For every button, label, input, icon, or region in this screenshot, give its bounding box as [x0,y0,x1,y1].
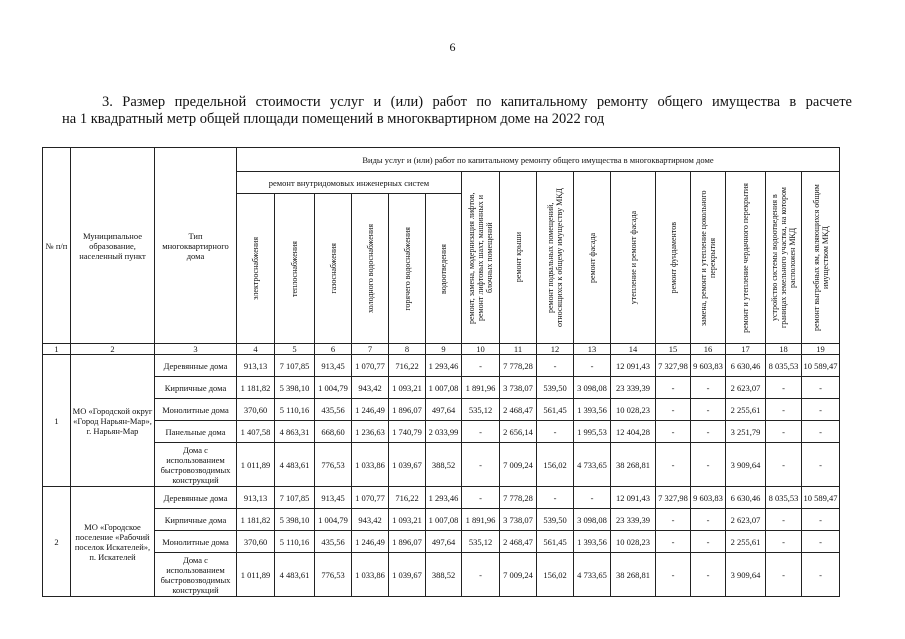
row-value: 913,45 [315,355,352,377]
row-value: - [462,355,500,377]
table-row [43,355,840,377]
col-number: 10 [462,344,500,355]
row-value: - [766,377,802,399]
table-row [43,553,840,597]
row-value: 23 339,39 [611,509,656,531]
row-value: 943,42 [352,377,389,399]
heading-line-1: 3. Размер предельной стоимости услуг и (или) работ по капитальному ремонту общего имущества в расчете [102,94,852,110]
row-value: 943,42 [352,509,389,531]
header-services: Виды услуг и (или) работ по капитальному ремонту общего имущества в многоквартирном доме [237,148,840,172]
row-value: 776,53 [315,553,352,597]
row-value: 388,52 [426,443,462,487]
row-house-type: Деревянные дома [155,487,237,509]
row-house-type: Монолитные дома [155,399,237,421]
row-value: 2 623,07 [726,377,766,399]
row-value: 6 630,46 [726,355,766,377]
row-value: - [691,509,726,531]
row-value: 5 398,10 [275,509,315,531]
row-value: 8 035,53 [766,487,802,509]
row-value: 913,13 [237,355,275,377]
row-value: 12 091,43 [611,487,656,509]
row-value: - [537,421,574,443]
header-col-label: газоснабжения [328,243,338,294]
col-number: 8 [389,344,426,355]
row-value: 3 098,08 [574,509,611,531]
header-col-label: ремонт выгребных ям, являющихся общим имуществом МКД [811,184,830,331]
col-number: 5 [275,344,315,355]
row-value: - [462,443,500,487]
col-number: 15 [656,344,691,355]
row-value: 1 236,63 [352,421,389,443]
row-value: 1 740,79 [389,421,426,443]
row-value: 38 268,81 [611,553,656,597]
row-value: 2 255,61 [726,399,766,421]
row-value: 497,64 [426,399,462,421]
row-value: 7 009,24 [500,443,537,487]
row-value: - [656,377,691,399]
header-col-label: холодного водоснабжения [365,223,375,313]
header-col-4 [237,194,275,344]
row-value: - [802,553,840,597]
col-number: 9 [426,344,462,355]
header-col-label: ремонт фундаментов [668,221,678,294]
row-value: 7 009,24 [500,553,537,597]
row-value: - [766,531,802,553]
row-value: 7 778,28 [500,355,537,377]
row-value: 913,45 [315,487,352,509]
row-value: 1 007,08 [426,377,462,399]
row-value: 10 028,23 [611,531,656,553]
row-value: 156,02 [537,553,574,597]
header-col-18 [766,172,802,344]
header-col-17 [726,172,766,344]
row-value: 1 393,56 [574,531,611,553]
row-value: - [574,487,611,509]
header-col-label: устройство системы водоотведения в границах земельного участка, на котором расположен МКД [770,187,797,328]
row-value: - [462,487,500,509]
row-value: 7 107,85 [275,487,315,509]
row-value: 1 891,96 [462,377,500,399]
row-value: - [462,421,500,443]
row-value: 2 468,47 [500,531,537,553]
section-heading [62,94,852,128]
row-value: 1 093,21 [389,377,426,399]
row-value: 2 468,47 [500,399,537,421]
row-value: - [656,531,691,553]
row-value: - [691,553,726,597]
row-value: - [691,377,726,399]
row-value: 4 863,31 [275,421,315,443]
row-house-type: Деревянные дома [155,355,237,377]
row-value: 4 733,65 [574,553,611,597]
row-value: 535,12 [462,531,500,553]
row-value: 1 995,53 [574,421,611,443]
row-value: 561,45 [537,531,574,553]
row-value: 38 268,81 [611,443,656,487]
row-value: 388,52 [426,553,462,597]
row-value: 1 033,86 [352,553,389,597]
row-value: 4 733,65 [574,443,611,487]
row-value: - [537,355,574,377]
header-house-type: Тип многоквартирного дома [155,148,237,344]
row-value: 23 339,39 [611,377,656,399]
row-value: - [766,399,802,421]
row-value: 1 407,58 [237,421,275,443]
header-col-label: водоотведения [439,243,448,294]
row-value: - [802,443,840,487]
row-value: 1 070,77 [352,487,389,509]
row-value: - [766,553,802,597]
row-value: 1 039,67 [389,443,426,487]
row-value: 3 909,64 [726,553,766,597]
header-col-label: теплоснабжения [290,240,299,297]
row-value: - [537,487,574,509]
row-value: 1 246,49 [352,531,389,553]
row-value: 1 004,79 [315,377,352,399]
table-row [43,509,840,531]
row-value: 1 033,86 [352,443,389,487]
heading-line-2: на 1 квадратный метр общей площади помещений в многоквартирном доме на 2022 год [62,111,605,127]
col-number: 11 [500,344,537,355]
row-value: 10 589,47 [802,355,840,377]
col-number: 1 [43,344,71,355]
row-value: 1 007,08 [426,509,462,531]
row-value: 913,13 [237,487,275,509]
row-value: 435,56 [315,531,352,553]
row-value: - [656,553,691,597]
row-value: 4 483,61 [275,443,315,487]
row-value: 12 404,28 [611,421,656,443]
row-value: 1 293,46 [426,487,462,509]
row-value: 1 039,67 [389,553,426,597]
header-col-label: ремонт и утепление чердачного перекрытия [741,182,750,333]
row-house-type: Кирпичные дома [155,509,237,531]
header-col-15 [656,172,691,344]
row-value: 716,22 [389,355,426,377]
header-col-label: электроснабжения [251,237,260,300]
row-value: - [656,509,691,531]
header-municipality: Муниципальное образование, населенный пункт [71,148,155,344]
row-value: 3 098,08 [574,377,611,399]
table-row [43,421,840,443]
row-group-number: 1 [43,355,71,487]
row-value: 497,64 [426,531,462,553]
header-col-13 [574,172,611,344]
row-value: - [691,531,726,553]
row-value: 1 004,79 [315,509,352,531]
row-value: - [766,421,802,443]
table-row [43,443,840,487]
row-value: - [656,443,691,487]
col-number: 6 [315,344,352,355]
row-value: 435,56 [315,399,352,421]
row-value: 4 483,61 [275,553,315,597]
row-value: 7 778,28 [500,487,537,509]
col-number: 7 [352,344,389,355]
header-col-label: утепление и ремонт фасада [628,210,638,305]
header-col-11 [500,172,537,344]
header-col-10 [462,172,500,344]
header-engineering: ремонт внутридомовых инженерных систем [237,172,462,194]
header-col-12 [537,172,574,344]
header-col-9 [426,194,462,344]
row-value: - [802,377,840,399]
row-value: 539,50 [537,377,574,399]
row-value: 370,60 [237,531,275,553]
row-municipality: МО «Городской округ «Город Нарьян-Мар», г. Нарьян-Мар [71,355,155,487]
row-value: - [802,421,840,443]
row-value: 2 255,61 [726,531,766,553]
table-row [43,487,840,509]
row-value: - [802,531,840,553]
row-value: - [462,553,500,597]
header-col-label: горячего водоснабжения [402,226,412,311]
row-value: 10 589,47 [802,487,840,509]
row-value: 9 603,83 [691,355,726,377]
row-value: - [766,443,802,487]
row-value: - [766,509,802,531]
row-value: - [691,421,726,443]
header-col-5 [275,194,315,344]
row-value: 156,02 [537,443,574,487]
row-value: 12 091,43 [611,355,656,377]
row-value: - [802,399,840,421]
row-value: 2 656,14 [500,421,537,443]
header-col-16 [691,172,726,344]
col-number: 16 [691,344,726,355]
row-value: 5 398,10 [275,377,315,399]
row-value: - [802,509,840,531]
row-value: 1 896,07 [389,531,426,553]
col-number: 18 [766,344,802,355]
row-value: - [656,399,691,421]
col-number: 13 [574,344,611,355]
row-value: 1 011,89 [237,553,275,597]
col-number: 14 [611,344,656,355]
row-value: 370,60 [237,399,275,421]
row-house-type: Дома с использованием быстровозводимых конструкций [155,553,237,597]
cost-table [42,147,840,597]
row-value: 1 093,21 [389,509,426,531]
row-value: 10 028,23 [611,399,656,421]
header-col-label: ремонт фасада [587,232,597,283]
row-value: 3 738,07 [500,509,537,531]
col-number: 12 [537,344,574,355]
row-value: 5 110,16 [275,399,315,421]
col-number: 19 [802,344,840,355]
row-value: 1 896,07 [389,399,426,421]
row-value: 2 033,99 [426,421,462,443]
row-value: 6 630,46 [726,487,766,509]
row-house-type: Панельные дома [155,421,237,443]
row-value: 539,50 [537,509,574,531]
row-value: 561,45 [537,399,574,421]
row-value: - [574,355,611,377]
header-col-label: замена, ремонт и утепление цокольного перекрытия [699,189,717,326]
row-value: 1 393,56 [574,399,611,421]
col-number: 17 [726,344,766,355]
col-number: 4 [237,344,275,355]
table-row [43,531,840,553]
row-value: 8 035,53 [766,355,802,377]
header-num: № п/п [43,148,71,344]
row-value: 1 246,49 [352,399,389,421]
row-value: 535,12 [462,399,500,421]
row-value: 7 327,98 [656,487,691,509]
table-row [43,399,840,421]
table-row [43,377,840,399]
header-col-label: ремонт крыши [513,232,523,283]
row-value: 5 110,16 [275,531,315,553]
header-col-6 [315,194,352,344]
header-col-label: ремонт подвальных помещений, относящихся к общему имуществу МКД [546,188,564,327]
header-col-14 [611,172,656,344]
row-value: - [691,399,726,421]
row-value: 716,22 [389,487,426,509]
row-value: 776,53 [315,443,352,487]
col-number: 2 [71,344,155,355]
row-value: 7 327,98 [656,355,691,377]
row-value: 7 107,85 [275,355,315,377]
row-value: - [656,421,691,443]
row-value: 1 181,82 [237,377,275,399]
row-house-type: Монолитные дома [155,531,237,553]
row-value: 9 603,83 [691,487,726,509]
row-value: 3 251,79 [726,421,766,443]
row-house-type: Кирпичные дома [155,377,237,399]
row-value: 2 623,07 [726,509,766,531]
header-col-7 [352,194,389,344]
row-group-number: 2 [43,487,71,597]
row-value: 1 293,46 [426,355,462,377]
header-col-8 [389,194,426,344]
row-value: 1 891,96 [462,509,500,531]
row-municipality: МО «Городское поселение «Рабочий поселок Искателей», п. Искателей [71,487,155,597]
row-value: 3 909,64 [726,443,766,487]
row-value: 3 738,07 [500,377,537,399]
col-number: 3 [155,344,237,355]
row-value: 1 070,77 [352,355,389,377]
row-value: 1 011,89 [237,443,275,487]
row-value: 668,60 [315,421,352,443]
header-col-label: ремонт, замена, модернизация лифтов, ремонт лифтовых шахт, машинных и блочных помещений [467,191,494,324]
row-value: 1 181,82 [237,509,275,531]
page-number: 6 [449,40,456,54]
row-value: - [691,443,726,487]
row-house-type: Дома с использованием быстровозводимых конструкций [155,443,237,487]
header-col-19 [802,172,840,344]
